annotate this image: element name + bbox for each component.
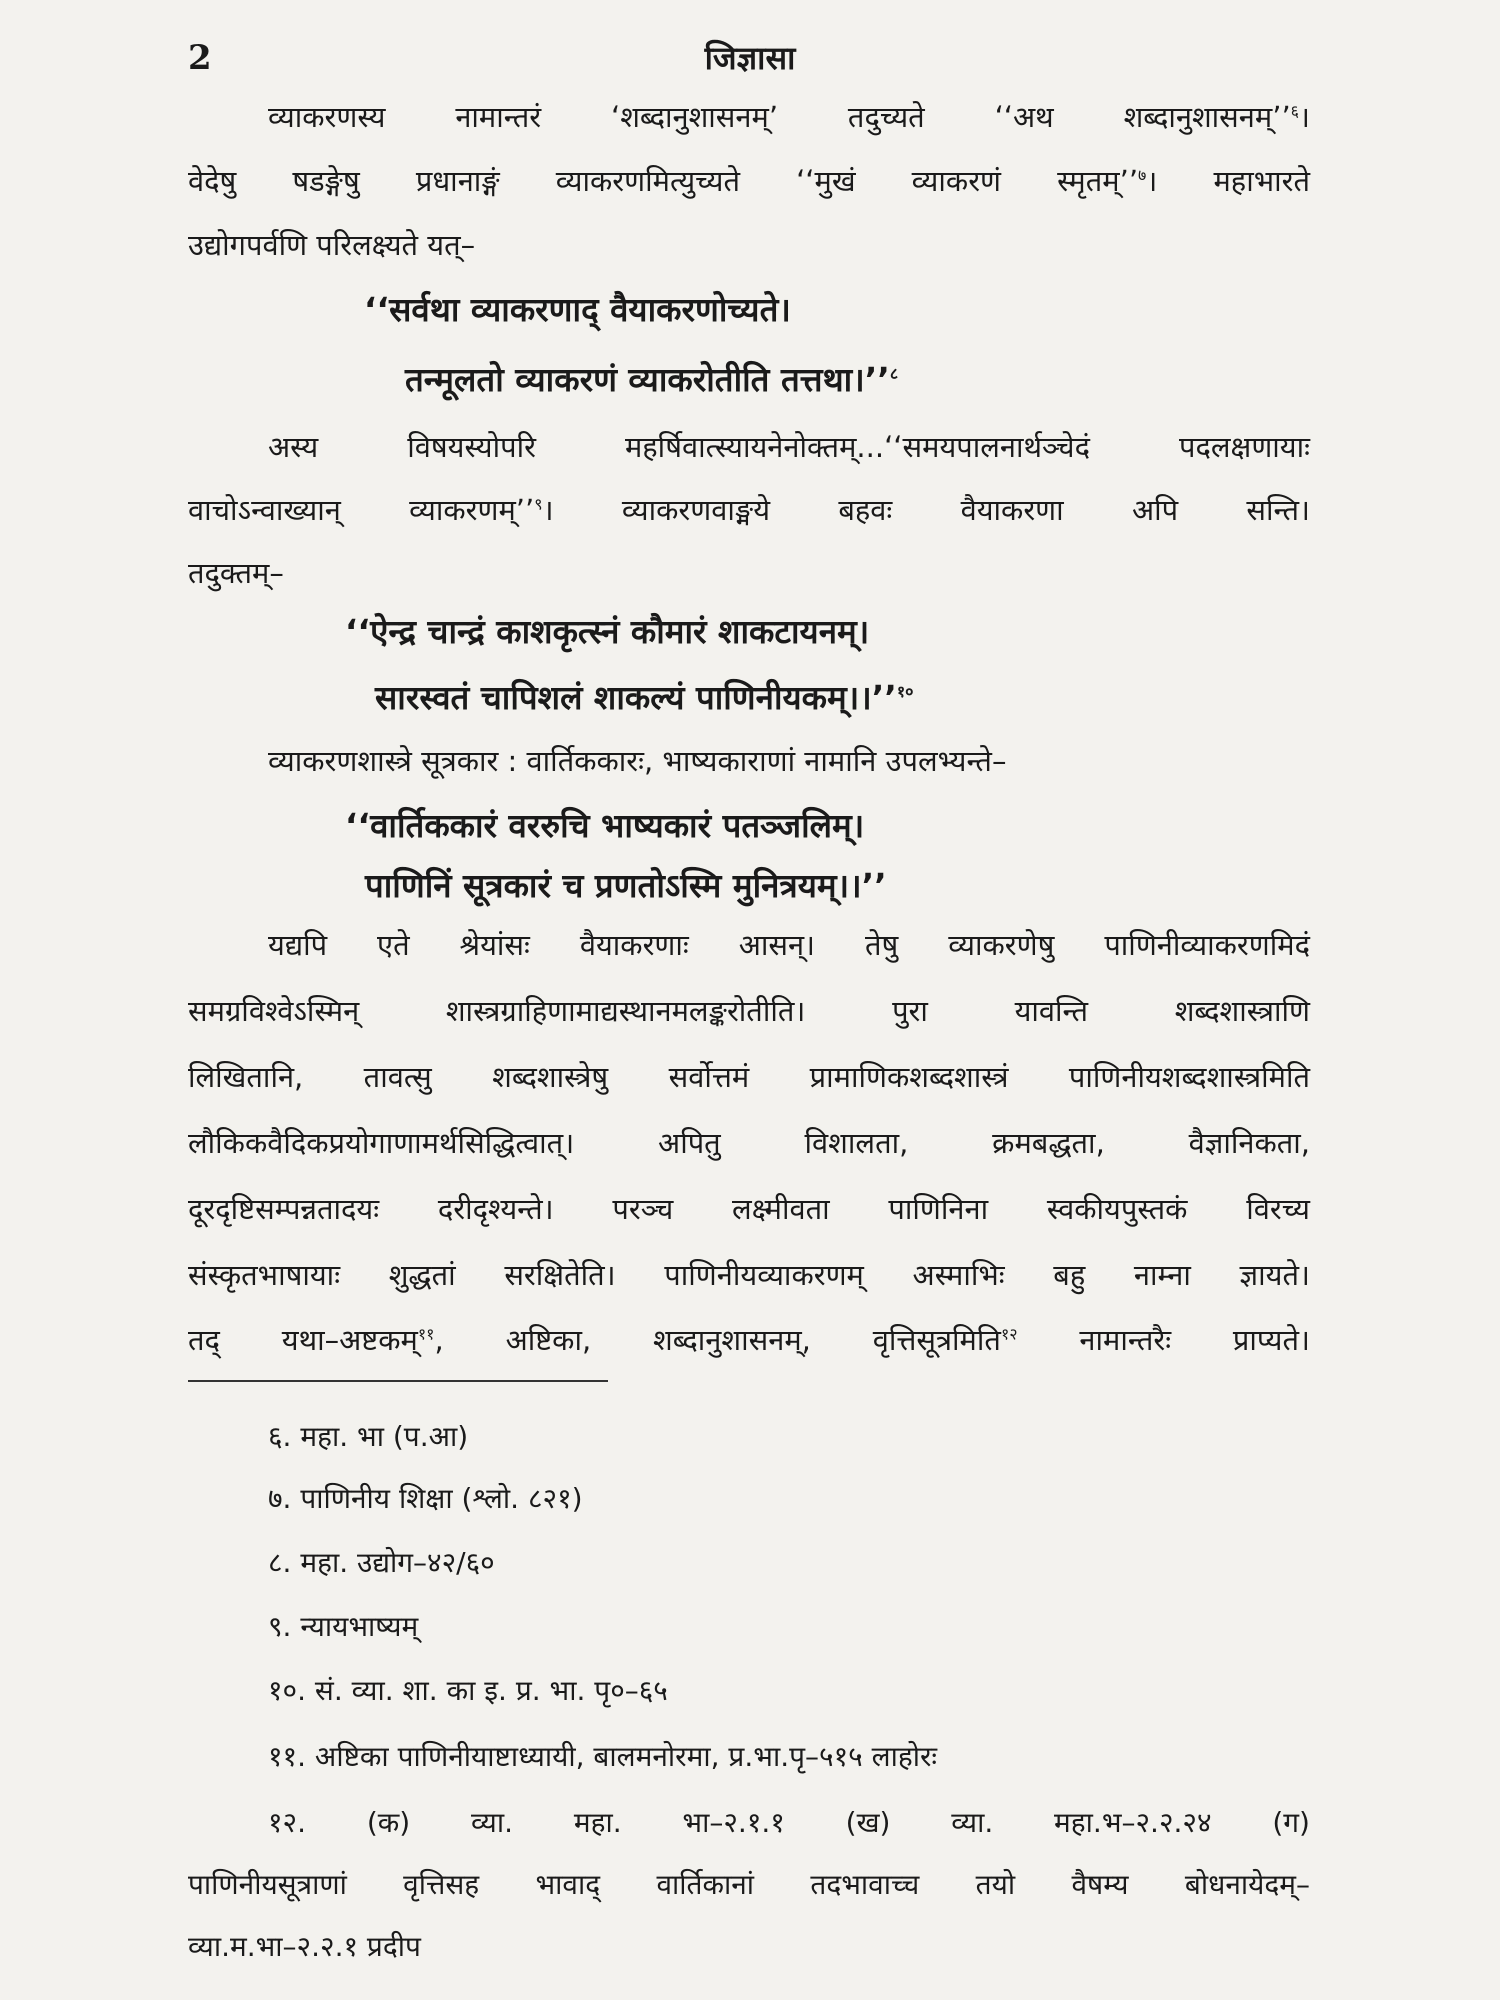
footnote-9: ९. न्यायभाष्यम् — [268, 1610, 419, 1643]
footnote-ref-11: ११ — [417, 1324, 435, 1344]
paragraph-2-line-1: अस्य विषयस्योपरि महर्षिवात्स्यायनेनोक्तम्...‘‘समयपालनार्थञ्चेदं पदलक्षणायाः — [268, 430, 1310, 464]
paragraph-4-line-3: लिखितानि, तावत्सु शब्दशास्त्रेषु सर्वोत्तमं प्रामाणिकशब्दशास्त्रं पाणिनीयशब्दशास्त्रमिति — [188, 1060, 1310, 1094]
footnote-ref-12: १२ — [1000, 1324, 1018, 1344]
paragraph-4-line-1: यद्यपि एते श्रेयांसः वैयाकरणाः आसन्। तेषु व्याकरणेषु पाणिनीव्याकरणमिदं — [268, 928, 1310, 962]
verse-1-line-2: तन्मूलतो व्याकरणं व्याकरोतीति तत्तथा।’’$^८$ — [405, 360, 899, 399]
footnote-7: ७. पाणिनीय शिक्षा (श्लो. ८२१) — [268, 1482, 583, 1515]
verse-2-line-2: सारस्वतं चापिशलं शाकल्यं पाणिनीयकम्।।’’$^{१०}$ — [375, 678, 914, 717]
footnote-ref-8: ८ — [889, 364, 899, 383]
footnote-ref-9: ९ — [534, 494, 543, 514]
footnote-ref-7: ७ — [1138, 165, 1147, 185]
footnote-8: ८. महा. उद्योग–४२/६० — [268, 1546, 495, 1579]
page-number: 2 — [188, 38, 212, 78]
running-title: जिज्ञासा — [704, 39, 796, 77]
footnote-12-line-1: १२. (क) व्या. महा. भा–२.१.१ (ख) व्या. महा.भ–२.२.२४ (ग) — [268, 1806, 1310, 1839]
verse-1-line-1: ‘‘सर्वथा व्याकरणाद् वैयाकरणोच्यते। — [364, 290, 791, 329]
verse-3-line-2: पाणिनिं सूत्रकारं च प्रणतोऽस्मि मुनित्रयम्।।’’ — [365, 866, 887, 905]
paragraph-2-line-2: वाचोऽन्वाख्यान् व्याकरणम्’’$^९$। व्याकरणवाङ्मये बहवः वैयाकरणा अपि सन्ति। — [188, 493, 1310, 527]
footnote-divider — [188, 1380, 608, 1382]
paragraph-1-line-1: व्याकरणस्य नामान्तरं ‘शब्दानुशासनम्’ तदुच्यते ‘‘अथ शब्दानुशासनम्’’$^६$। — [268, 100, 1310, 134]
verse-2-line-1: ‘‘ऐन्द्र चान्द्रं काशकृत्स्नं कौमारं शाकटायनम्। — [345, 612, 870, 651]
paragraph-4-line-5: दूरदृष्टिसम्पन्नतादयः दरीदृश्यन्ते। परञ्च लक्ष्मीवता पाणिनिना स्वकीयपुस्तकं विरच्य — [188, 1192, 1310, 1226]
verse-3-line-1: ‘‘वार्तिककारं वररुचि भाष्यकारं पतञ्जलिम्। — [345, 806, 865, 845]
footnote-12-line-3: व्या.म.भा–२.२.१ प्रदीप — [188, 1930, 421, 1963]
footnote-ref-10: १० — [896, 682, 914, 701]
paragraph-2-line-3: तदुक्तम्– — [188, 556, 284, 590]
footnote-6: ६. महा. भा (प.आ) — [268, 1420, 469, 1453]
paragraph-4-line-6: संस्कृतभाषायाः शुद्धतां सरक्षितेति। पाणिनीयव्याकरणम् अस्माभिः बहु नाम्ना ज्ञायते। — [188, 1258, 1310, 1292]
footnote-11: ११. अष्टिका पाणिनीयाष्टाध्यायी, बालमनोरमा, प्र.भा.पृ–५१५ लाहोरः — [268, 1740, 938, 1773]
paragraph-4-line-7: तद् यथा–अष्टकम्$^{११}$, अष्टिका, शब्दानुशासनम्, वृत्तिसूत्रमिति$^{१२}$ नामान्तरैः प्राप्यते। — [188, 1323, 1311, 1357]
footnote-ref-6: ६ — [1290, 101, 1299, 121]
paragraph-1-line-2: वेदेषु षडङ्गेषु प्रधानाङ्गं व्याकरणमित्युच्यते ‘‘मुखं व्याकरणं स्मृतम्’’$^७$। महाभारते — [188, 164, 1310, 198]
paragraph-4-line-4: लौकिकवैदिकप्रयोगाणामर्थसिद्धित्वात्। अपितु विशालता, क्रमबद्धता, वैज्ञानिकता, — [188, 1126, 1310, 1160]
footnote-12-line-2: पाणिनीयसूत्राणां वृत्तिसह भावाद् वार्तिकानां तदभावाच्च तयो वैषम्य बोधनायेदम्– — [188, 1868, 1310, 1901]
footnote-10: १०. सं. व्या. शा. का इ. प्र. भा. पृ०–६५ — [268, 1674, 668, 1707]
paragraph-1-line-3: उद्योगपर्वणि परिलक्ष्यते यत्– — [188, 228, 476, 262]
paragraph-4-line-2: समग्रविश्वेऽस्मिन् शास्त्रग्राहिणामाद्यस्थानमलङ्करोतीति। पुरा यावन्ति शब्दशास्त्राणि — [188, 994, 1310, 1028]
paragraph-3-line-1: व्याकरणशास्त्रे सूत्रकार : वार्तिककारः, भाष्यकाराणां नामानि उपलभ्यन्ते– — [268, 744, 1007, 778]
